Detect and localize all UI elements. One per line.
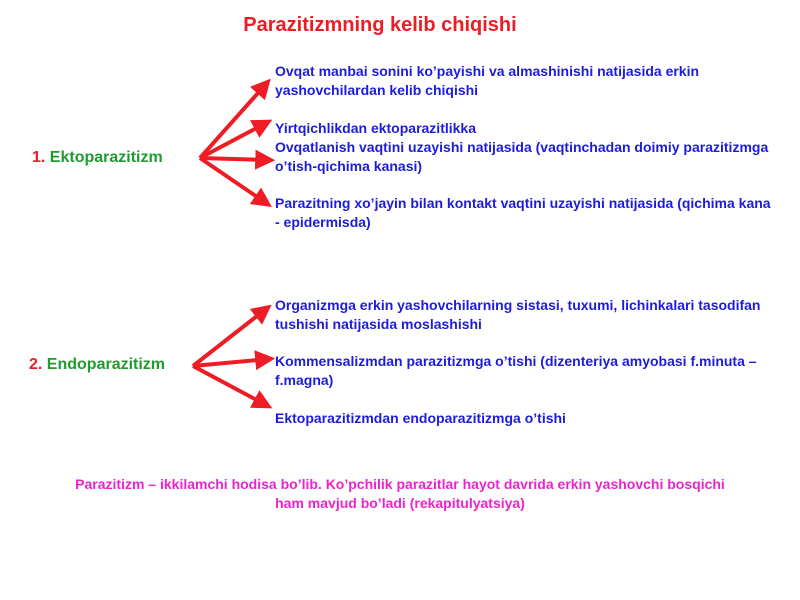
ecto-item-3: Ovqatlanish vaqtini uzayishi natijasida (vaqtinchadan doimiy parazitizmga o’tish-qichima kanasi) <box>275 139 769 174</box>
group-label-endoparazitizm <box>29 356 165 374</box>
arrow-ecto-1 <box>200 84 266 158</box>
slide-title: Parazitizmning kelib chiqishi <box>243 14 517 36</box>
ecto-item-4: Parazitning xo’jayin bilan kontakt vaqtini uzayishi natijasida (qichima kana - epidermisda) <box>275 195 771 230</box>
arrow-ecto-2 <box>200 123 266 158</box>
group-number: 1. <box>32 149 46 166</box>
ecto-item-2: Yirtqichlikdan ektoparazitlikka <box>275 120 476 136</box>
group-name: Endoparazitizm <box>46 356 166 373</box>
ecto-item-1: Ovqat manbai sonini ko’payishi va almashinishi natijasida erkin yashovchilardan kelib chiqishi <box>275 63 700 98</box>
group-name: Ektoparazitizm <box>49 149 163 166</box>
group-label-ektoparazitizm <box>32 149 163 167</box>
endo-item-1: Organizmga erkin yashovchilarning sistasi, tuxumi, lichinkalari tasodifan tushishi natijasida moslashishi <box>275 297 761 332</box>
endo-item-2: Kommensalizmdan parazitizmga o’tishi (dizenteriya amyobasi f.minuta – f.magna) <box>275 353 757 388</box>
arrow-endo-2 <box>193 359 268 366</box>
arrow-endo-1 <box>193 309 266 366</box>
arrow-endo-3 <box>193 366 266 405</box>
arrow-ecto-4 <box>200 158 266 203</box>
arrow-ecto-3 <box>200 158 268 160</box>
endo-item-3: Ektoparazitizmdan endoparazitizmga o’tishi <box>275 410 566 426</box>
group-number: 2. <box>29 356 43 373</box>
footer-note: Parazitizm – ikkilamchi hodisa bo’lib. Ko’pchilik parazitlar hayot davrida erkin yashovchi bosqichi ham mavjud bo’ladi (rekapitulyatsiya) <box>75 476 725 511</box>
